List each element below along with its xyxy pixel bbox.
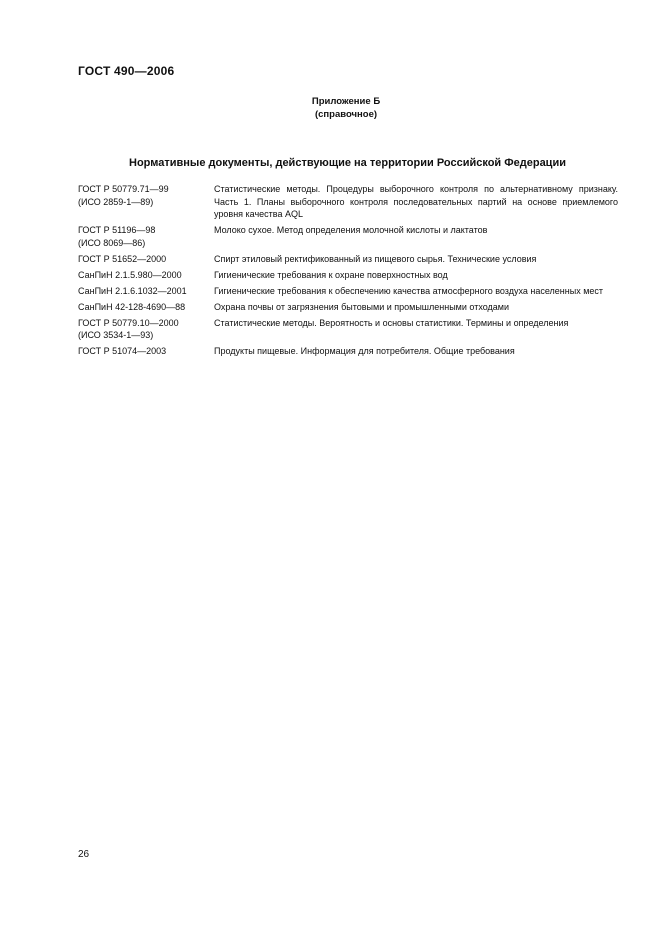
document-title: Продукты пищевые. Информация для потребителя. Общие требования [214,346,515,357]
document-title: Охрана почвы от загрязнения бытовыми и промышленными отходами [214,301,509,312]
document-code [78,345,214,358]
document-row [78,269,618,282]
appendix-subtitle: (справочное) [314,109,378,120]
document-title: Гигиенические требования к обеспечению качества атмосферного воздуха населенных мест [214,285,604,296]
document-code [78,285,214,298]
document-title: Спирт этиловый ректификованный из пищевого сырья. Технические условия [214,253,537,264]
document-title: Статистические методы. Вероятность и основы статистики. Термины и определения [214,317,569,328]
document-code-line: ГОСТ Р 51196—98 [78,225,156,236]
document-code-line: СанПиН 2.1.6.1032—2001 [78,285,187,296]
document-code-line: СанПиН 2.1.5.980—2000 [78,269,182,280]
document-title: Гигиенические требования к охране поверхностных вод [214,269,448,280]
document-code-line: (ИСО 2859-1—89) [78,196,154,207]
document-header-id: ГОСТ 490—2006 [78,64,175,78]
section-title: Нормативные документы, действующие на территории Российской Федерации [129,157,566,169]
document-code [78,269,214,282]
appendix-title: Приложение Б [311,96,381,107]
document-row [78,285,618,298]
document-row [78,301,618,314]
document-code-line: СанПиН 42-128-4690—88 [78,301,186,312]
document-title: Статистические методы. Процедуры выборочного контроля по альтернативному признаку. Часть 1. Планы выборочного контроля последовательных партий на основе приемлемого уровня качества AQL [214,184,618,220]
document-code-line: (ИСО 8069—86) [78,237,146,248]
document-code [78,183,214,221]
normative-documents-list [78,183,618,361]
document-title: Молоко сухое. Метод определения молочной кислоты и лактатов [214,225,488,236]
document-code [78,317,214,342]
document-code-line: ГОСТ Р 50779.71—99 [78,184,169,194]
document-code-line: ГОСТ Р 51074—2003 [78,346,167,357]
document-code [78,301,214,314]
document-row [78,317,618,342]
document-row [78,345,618,358]
document-code-line: ГОСТ Р 50779.10—2000 [78,317,179,328]
document-code [78,253,214,266]
document-row [78,224,618,249]
document-row [78,253,618,266]
document-code-line: ГОСТ Р 51652—2000 [78,253,167,264]
document-row [78,183,618,221]
appendix-heading [240,95,452,121]
page-number: 26 [78,849,90,860]
document-code-line: (ИСО 3534-1—93) [78,330,154,341]
document-code [78,224,214,249]
